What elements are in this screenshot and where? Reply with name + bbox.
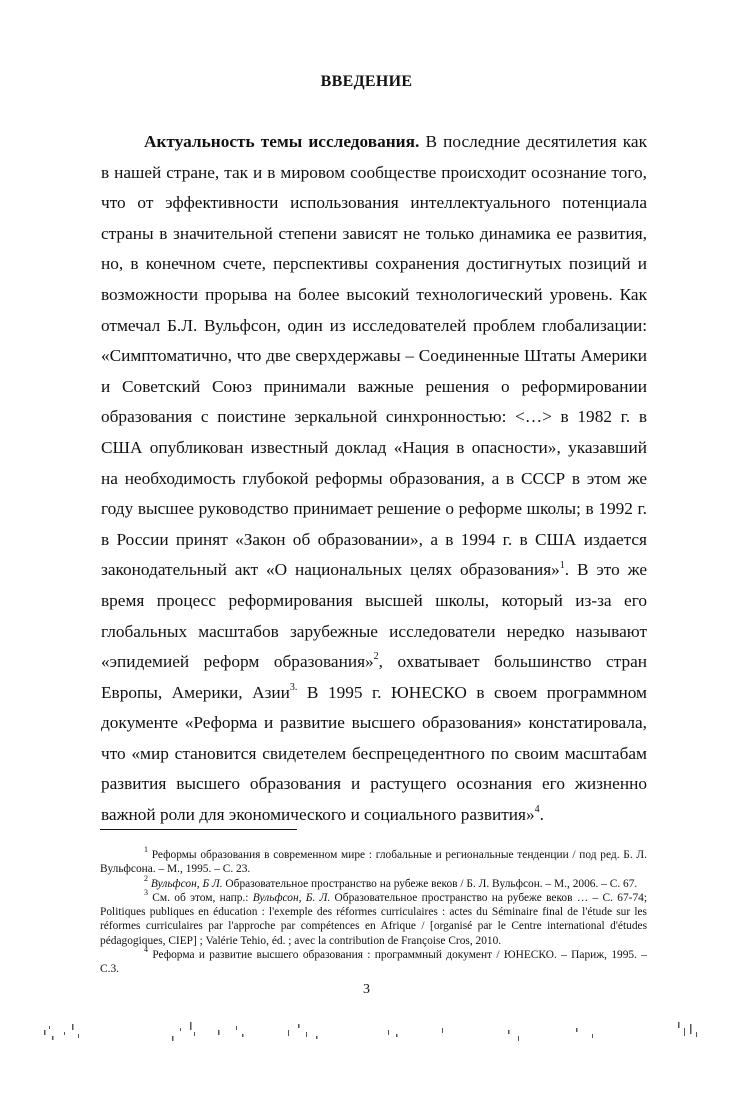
body-paragraph — [101, 127, 647, 831]
footnote-text: Реформа и развитие высшего образования : программный документ / ЮНЕСКО. – Париж, 1995. – С.3. — [100, 949, 647, 976]
scan-noise-artifacts — [40, 1018, 700, 1058]
footnote-prefix: См. об этом, напр.: — [148, 891, 253, 904]
footnote-number: 3 — [144, 888, 148, 898]
footnote-4 — [100, 945, 647, 977]
footnote-number: 4 — [144, 945, 148, 955]
footnote-text: Реформы образования в современном мире : глобальные и региональные тенденции / под ред. Б. Л. Вульфсона. – М., 1995. – С. 23. — [100, 849, 647, 876]
paragraph-text-2: . В это же время процесс реформирования высшей школы, который из-за его глобальных масштабов зарубежные исследователи нередко называют «эпидемией реформ образования» — [101, 560, 647, 672]
paragraph-bold-lead: Актуальность темы исследования. — [144, 132, 420, 151]
footnote-ref-2: 2 — [373, 651, 379, 663]
footnote-text: Образовательное пространство на рубеже веков / Б. Л. Вульфсон. – М., 2006. – С. 67. — [222, 877, 638, 890]
footnote-ref-1: 1 — [559, 559, 565, 571]
footnote-ref-3: 3. — [289, 681, 298, 693]
paragraph-text-4: В 1995 г. ЮНЕСКО в своем программном документе «Реформа и развитие высшего образования» констатировала, что «мир становится свидетелем беспрецедентного по своим масштабам развития высшего образования и растущего осознания его жизненно важной роли для экономического и социального развития» — [101, 682, 647, 825]
paragraph-text-1: В последние десятилетия как в нашей стране, так и в мировом сообществе происходит осознание того, что от эффективности использования интеллектуального потенциала страны в значительной степени зависят не только динамика ее развития, но, в конечном счете, перспективы сохранения достигнутых позиций и возможности прорыва на более высокий технологический уровень. Как отмечал Б.Л. Вульфсон, один из исследователей проблем глобализации: «Симптоматично, что две сверхдержавы – Соединенные Штаты Америки и Советский Союз принимали важные решения о реформировании образования с поистине зеркальной синхронностью: <…> в 1982 г. в США опубликован известный доклад «Нация в опасности», указавший на необходимость глубокой реформы образования, а в СССР в этом же году высшее руководство принимает решение о реформе школы; в 1992 г. в России принят «Закон об образовании», а в 1994 г. в США издается законодательный акт «О национальных целях образования» — [101, 132, 647, 580]
footnote-2 — [100, 873, 647, 891]
paragraph-text-3: , охватывает большинство стран Европы, Америки, Азии — [101, 652, 648, 702]
footnote-divider — [100, 829, 297, 830]
footnote-author: Вульфсон, Б Л. — [148, 877, 223, 890]
page-number: 3 — [363, 982, 370, 997]
footnote-text: Образовательное пространство на рубеже веков … – С. 67-74; Politiques publiques en éducation : l'exemple des réformes curriculaires : actes du Séminaire final de l'étude sur les réformes curriculaires par l'approche par compétences en Afrique / [organisé par le Centre international d'études pédagogiques, CIEP] ; Valérie Tehio, éd. ; avec la contribution de Françoise Cros, 2010. — [100, 891, 648, 947]
footnote-3 — [100, 888, 648, 948]
footnotes — [100, 845, 648, 977]
page-heading: ВВЕДЕНИЕ — [320, 73, 413, 90]
footnote-1 — [100, 845, 647, 877]
footnote-number: 2 — [144, 873, 148, 883]
footnote-ref-4: 4 — [534, 804, 540, 816]
footnote-author: Вульфсон, Б. Л. — [252, 891, 331, 904]
paragraph-text-5: . — [539, 805, 544, 825]
footnote-number: 1 — [144, 845, 148, 855]
